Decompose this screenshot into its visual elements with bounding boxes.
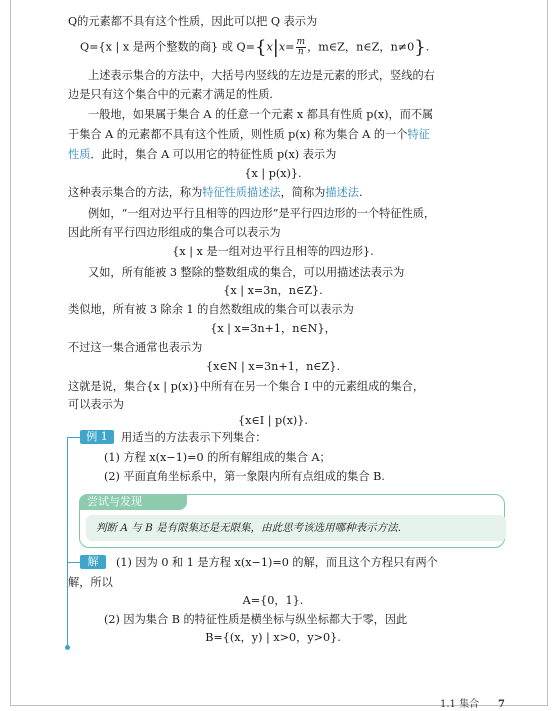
- page-border-left: [10, 0, 11, 705]
- formula-line: {x | x=3n，n∈Z}.: [223, 284, 323, 297]
- text-span: 这种表示集合的方法，称为: [68, 186, 203, 199]
- formula-line: {x | x 是一组对边平行且相等的四边形}.: [172, 245, 374, 258]
- solution-label: 解: [80, 555, 106, 569]
- text-line: Q的元素都不具有这个性质，因此可以把 Q 表示为: [68, 15, 318, 28]
- example-item: (2) 平面直角坐标系中，第一象限内所有点组成的集合 B.: [104, 470, 385, 483]
- fraction-denominator: n: [297, 47, 304, 57]
- page-border-right: [547, 0, 548, 705]
- text-line: 这就是说，集合{x | p(x)}中所有在另一个集合 I 中的元素组成的集合，: [68, 380, 425, 393]
- try-discover-title: 尝试与发现: [79, 494, 187, 510]
- text-line: 又如，所有能被 3 整除的整数组成的集合，可以用描述法表示为: [88, 266, 405, 279]
- solution-line: (2) 因为集合 B 的特征性质是横坐标与纵坐标都大于零，因此: [104, 613, 408, 626]
- fraction-numerator: m: [296, 37, 306, 47]
- solution-rule: [67, 562, 81, 563]
- brace-close: }: [414, 37, 426, 58]
- text-span: 于集合 A 的元素都不具有这个性质，则性质 p(x) 称为集合 A 的一个: [68, 128, 408, 141]
- text-line: 不过这一集合通常也表示为: [68, 341, 203, 354]
- text-span: ．此时，集合 A 可以用它的特征性质 p(x) 表示为: [90, 148, 337, 161]
- formula-line: {x | p(x)}.: [244, 167, 302, 180]
- text-span: x: [266, 40, 273, 54]
- solution-formula: B={(x，y) | x>0，y>0}.: [205, 631, 341, 644]
- formula-line: {x∈N | x=3n+1，n∈Z}.: [206, 360, 340, 373]
- term-highlight: 性质: [68, 148, 91, 161]
- text-line: 上述表示集合的方法中，大括号内竖线的左边是元素的形式，竖线的右: [88, 69, 435, 82]
- example-rule: [67, 437, 81, 438]
- solution-line: (1) 因为 0 和 1 是方程 x(x−1)=0 的解，而且这个方程只有两个: [116, 556, 438, 569]
- text-line: 因此所有平行四边形组成的集合可以表示为: [68, 226, 281, 239]
- text-span: ，m∈Z，n∈Z，n≠0: [307, 40, 415, 54]
- example-item: (1) 方程 x(x−1)=0 的所有解组成的集合 A；: [104, 451, 331, 464]
- formula-line: {x | x=3n+1，n∈N}，: [210, 322, 336, 335]
- text-line: [68, 185, 363, 200]
- brace-open: {: [255, 37, 267, 58]
- example-prompt: 用适当的方法表示下列集合：: [121, 431, 267, 444]
- text-line: 一般地，如果属于集合 A 的任意一个元素 x 都具有性质 p(x)，而不属: [88, 108, 434, 121]
- period: .: [425, 40, 430, 54]
- solution-formula: A={0，1}.: [242, 594, 304, 607]
- text-span: ，简称为: [280, 186, 326, 199]
- text-line: [68, 127, 430, 142]
- vertical-bar: |: [272, 37, 279, 58]
- example-label: 例 1: [80, 430, 114, 444]
- fraction: [296, 38, 307, 57]
- solution-line: 解，所以: [68, 576, 113, 589]
- text-span: x=: [278, 40, 295, 54]
- term-highlight: 特征: [407, 128, 430, 141]
- try-discover-text: 判断 A 与 B 是有限集还是无限集，由此思考该选用哪种表示方法.: [86, 515, 506, 541]
- text-line: 边是只有这个集合中的元素才满足的性质.: [68, 88, 273, 101]
- example-vertical-rule: [67, 437, 68, 647]
- text-line: 例如，“一组对边平行且相等的四边形”是平行四边形的一个特征性质，: [88, 207, 436, 220]
- term-highlight: 特征性质描述法: [202, 186, 281, 199]
- text-line: 可以表示为: [68, 398, 124, 411]
- text-line: 类似地，所有被 3 除余 1 的自然数组成的集合可以表示为: [68, 303, 354, 316]
- formula-line: {x∈I | p(x)}.: [238, 414, 308, 427]
- text-span: Q={x | x 是两个整数的商} 或 Q=: [80, 40, 255, 54]
- text-line: [68, 147, 336, 162]
- text-span: .: [358, 186, 363, 199]
- term-highlight: 描述法: [325, 186, 359, 199]
- set-q-definition: [80, 38, 429, 57]
- rule-end-dot: [65, 645, 70, 650]
- page-number: 7: [498, 699, 505, 710]
- section-footer: 1.1 集合: [440, 699, 480, 710]
